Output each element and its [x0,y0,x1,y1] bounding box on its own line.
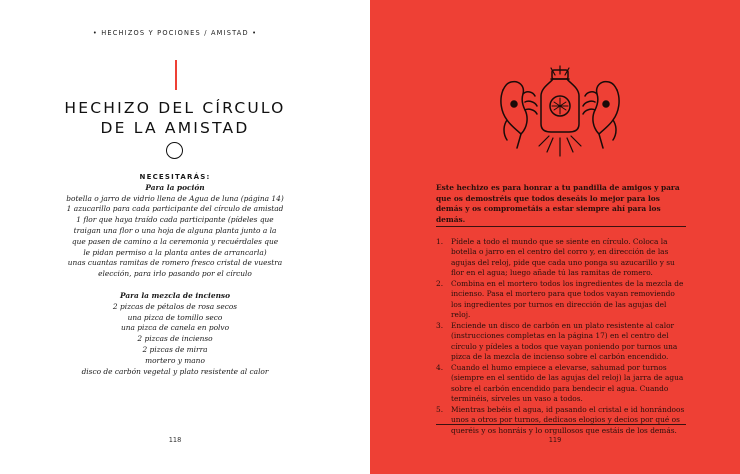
incense-line: mortero y mano [145,355,205,365]
incense-heading: Para la mezcla de incienso [119,290,231,300]
step-item [436,321,686,363]
incense-line: 2 pizcas de mirra [142,344,208,354]
incense-line: 2 pizcas de pétalos de rosa secos [112,301,238,311]
title-line-1: HECHIZO DEL CÍRCULO [64,99,286,117]
step-text: Enciende un disco de carbón en un plato resistente al calor (instrucciones completas en la página 17) en el centro del círculo y pídeles a todos que vayan poniendo por turnos una pizca de la mezcla de incienso sobre el carbón encendido. [451,321,678,362]
potion-line: 1 flor que haya traído cada participante (pídeles que [76,215,274,225]
step-number: 4. [436,363,444,373]
running-head: • HECHIZOS Y POCIONES / AMISTAD • [92,29,258,37]
incense-line: disco de carbón vegetal y plato resistente al calor [81,366,269,376]
step-text: Pídele a todo el mundo que se siente en círculo. Coloca la botella o jarro en el centro del corro y, en dirección de las agujas del reloj, pide que cada uno ponga su azucarillo y su flor en el agua; luego añade tú las ramitas de romero. [451,237,675,278]
step-item [436,363,686,405]
incense-line: una pizca de canela en polvo [120,323,230,333]
potion-line: traigan una flor o una hoja de alguna planta junto a la [73,225,277,235]
potion-line: unas cuantas ramitas de romero fresco cristal de vuestra [67,258,283,268]
title-line-2: DE LA AMISTAD [100,119,250,137]
right-page [370,0,740,474]
potion-line: botella o jarro de vidrio llena de Agua de luna (página 14) [66,193,284,203]
page-number-right: 119 [548,436,562,444]
potion-line: elección, para irlo pasando por el círculo [98,269,252,279]
step-item [436,237,686,279]
step-text: Mientras bebéis el agua, id pasando el cristal e id honrándoos unos a otros por turnos, dedicaos elogios y decios por qué os queréis y os honráis y lo orgullosos que estáis de los demás. [451,405,685,435]
step-number: 3. [436,321,444,331]
incense-line: 2 pizcas de incienso [137,334,213,344]
step-item [436,405,686,436]
spacer [60,280,290,291]
step-number: 1. [436,237,444,246]
page-number-left: 118 [168,436,182,444]
potion-line: que pasen de camino a la ceremonia y recuérdales que [71,236,279,246]
needs-label: NECESITARÁS: [139,173,211,181]
potion-line: 1 azucarillo para cada participante del círculo de amistad [66,204,284,214]
hands-holding-potion-bottle-icon [497,60,623,168]
potion-line: le pidan permiso a la planta antes de arrancarla) [83,247,267,257]
steps-list [436,237,686,437]
step-number: 5. [436,405,444,415]
step-text: Combina en el mortero todos los ingredientes de la mezcla de incienso. Pasa el mortero para que todos vayan removiendo los ingredientes por turnos en dirección de las agujas del reloj. [451,279,684,320]
step-text: Cuando el humo empiece a elevarse, sahumad por turnos (siempre en el sentido de las agujas del reloj) la jarra de agua sobre el carbón encendido para bendecir el agua. Cuando terminéis, sírveles un vaso a todos. [451,363,684,404]
page-title [40,98,310,138]
incense-line: una pizca de tomillo seco [127,312,223,322]
circle-icon [166,142,183,159]
step-item [436,279,686,321]
intro-paragraph: Este hechizo es para honrar a tu pandilla de amigos y para que os demostréis que todos deseáis lo mejor para los demás y os comprometáis a estar siempre ahí para los demás. [436,183,680,224]
ingredients-list [60,172,290,377]
step-number: 2. [436,279,444,289]
divider-rule-bottom [436,424,686,425]
divider-rule [436,226,686,227]
potion-heading: Para la poción [145,182,205,192]
red-vertical-rule [175,60,177,90]
